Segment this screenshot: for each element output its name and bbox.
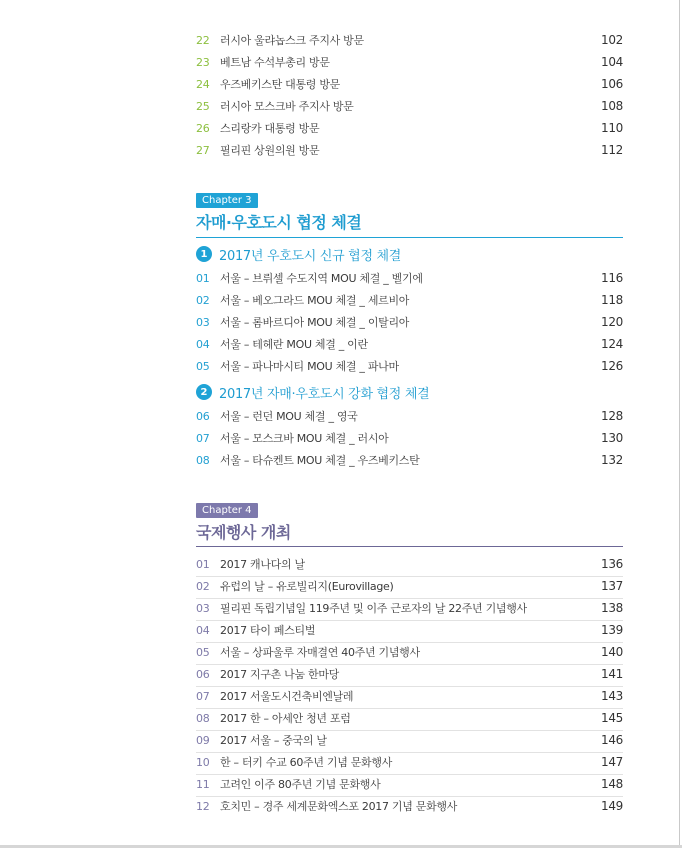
entry-page: 130 [600,431,623,445]
entry-title: 호치민 – 경주 세계문화엑스포 2017 기념 문화행사 [220,800,458,813]
entry-page: 106 [600,77,623,91]
entry-title: 서울 – 롬바르디아 MOU 체결 _ 이탈리아 [220,316,410,329]
entry-number: 11 [196,777,210,791]
entry-title: 한 – 터키 수교 60주년 기념 문화행사 [220,756,393,769]
section-heading[interactable] [196,382,429,402]
toc-entry[interactable] [196,708,623,728]
section-number-badge: 1 [196,246,212,262]
toc-entry[interactable] [196,774,623,794]
toc-entry[interactable] [196,118,623,138]
entry-page: 146 [600,733,623,747]
entry-page: 112 [600,143,623,157]
entry-number: 07 [196,689,210,703]
toc-entry[interactable] [196,268,623,288]
entry-title: 고려인 이주 80주년 기념 문화행사 [220,778,381,791]
entry-title: 우즈베키스탄 대통령 방문 [220,78,340,91]
entry-page: 118 [600,293,623,307]
entry-title: 서울 – 상파울루 자매결연 40주년 기념행사 [220,646,420,659]
toc-entry[interactable] [196,554,623,574]
entry-title: 2017 지구촌 나눔 한마당 [220,668,339,681]
entry-page: 102 [600,33,623,47]
toc-entry[interactable] [196,290,623,310]
entry-number: 25 [196,99,210,113]
toc-entry[interactable] [196,312,623,332]
entry-number: 03 [196,601,210,615]
entry-page: 143 [600,689,623,703]
toc-entry[interactable] [196,576,623,596]
chapter-rule [196,237,623,238]
entry-title: 러시아 모스크바 주지사 방문 [220,100,354,113]
entry-number: 05 [196,645,210,659]
entry-title: 서울 – 타슈켄트 MOU 체결 _ 우즈베키스탄 [220,454,420,467]
toc-entry[interactable] [196,686,623,706]
entry-number: 02 [196,579,210,593]
entry-number: 02 [196,293,210,307]
entry-title: 서울 – 런던 MOU 체결 _ 영국 [220,410,358,423]
toc-entry[interactable] [196,620,623,640]
section-number-badge: 2 [196,384,212,400]
toc-entry[interactable] [196,30,623,50]
toc-entry[interactable] [196,450,623,470]
entry-title: 필리핀 독립기념일 119주년 및 이주 근로자의 날 22주년 기념행사 [220,602,527,615]
entry-number: 24 [196,77,210,91]
entry-number: 05 [196,359,210,373]
entry-title: 2017 타이 페스티벌 [220,624,316,637]
entry-page: 141 [600,667,623,681]
toc-entry[interactable] [196,52,623,72]
entry-page: 132 [600,453,623,467]
entry-number: 07 [196,431,210,445]
entry-number: 06 [196,409,210,423]
entry-number: 27 [196,143,210,157]
entry-page: 128 [600,409,623,423]
chapter-title: 자매·우호도시 협정 체결 [196,213,362,232]
entry-number: 04 [196,623,210,637]
entry-title: 서울 – 테헤란 MOU 체결 _ 이란 [220,338,368,351]
entry-page: 124 [600,337,623,351]
toc-entry[interactable] [196,598,623,618]
entry-title: 스리랑카 대통령 방문 [220,122,320,135]
section-title: 2017년 자매·우호도시 강화 협정 체결 [219,386,430,402]
entry-page: 110 [600,121,623,135]
entry-title: 2017 서울 – 중국의 날 [220,734,327,747]
entry-title: 서울 – 모스크바 MOU 체결 _ 러시아 [220,432,389,445]
entry-number: 08 [196,711,210,725]
toc-entry[interactable] [196,642,623,662]
chapter-rule [196,546,623,547]
entry-number: 06 [196,667,210,681]
entry-title: 필리핀 상원의원 방문 [220,144,320,157]
entry-number: 22 [196,33,210,47]
entry-page: 136 [600,557,623,571]
entry-page: 126 [600,359,623,373]
page-edge-right [679,0,680,848]
toc-entry[interactable] [196,428,623,448]
entry-page: 149 [600,799,623,813]
toc-entry[interactable] [196,730,623,750]
entry-page: 108 [600,99,623,113]
entry-title: 베트남 수석부총리 방문 [220,56,330,69]
entry-title: 서울 – 베오그라드 MOU 체결 _ 세르비아 [220,294,410,307]
chapter-badge: Chapter 4 [196,503,258,518]
toc-entry[interactable] [196,334,623,354]
entry-page: 104 [600,55,623,69]
entry-title: 러시아 울랴놉스크 주지사 방문 [220,34,364,47]
toc-entry[interactable] [196,796,623,816]
entry-number: 09 [196,733,210,747]
entry-number: 23 [196,55,210,69]
entry-title: 서울 – 파나마시티 MOU 체결 _ 파나마 [220,360,399,373]
chapter-title: 국제행사 개최 [196,523,291,542]
entry-number: 01 [196,557,210,571]
section-heading[interactable] [196,244,401,264]
entry-title: 서울 – 브뤼셀 수도지역 MOU 체결 _ 벨기에 [220,272,423,285]
entry-number: 08 [196,453,210,467]
entry-number: 03 [196,315,210,329]
entry-number: 12 [196,799,210,813]
entry-page: 137 [600,579,623,593]
section-title: 2017년 우호도시 신규 협정 체결 [219,248,402,264]
toc-entry[interactable] [196,96,623,116]
entry-title: 2017 서울도시건축비엔날레 [220,690,354,703]
entry-page: 140 [600,645,623,659]
entry-page: 139 [600,623,623,637]
entry-page: 138 [600,601,623,615]
toc-entry[interactable] [196,356,623,376]
entry-number: 04 [196,337,210,351]
entry-title: 2017 한 – 아세안 청년 포럼 [220,712,351,725]
entry-page: 145 [600,711,623,725]
chapter-badge: Chapter 3 [196,193,258,208]
toc-entry[interactable] [196,406,623,426]
entry-page: 147 [600,755,623,769]
toc-entry[interactable] [196,74,623,94]
toc-entry[interactable] [196,752,623,772]
toc-entry[interactable] [196,140,623,160]
entry-title: 2017 캐나다의 날 [220,558,305,571]
entry-page: 120 [600,315,623,329]
entry-number: 26 [196,121,210,135]
entry-number: 01 [196,271,210,285]
entry-title: 유럽의 날 – 유로빌리지(Eurovillage) [220,580,394,593]
toc-entry[interactable] [196,664,623,684]
entry-number: 10 [196,755,210,769]
entry-page: 116 [600,271,623,285]
entry-page: 148 [600,777,623,791]
